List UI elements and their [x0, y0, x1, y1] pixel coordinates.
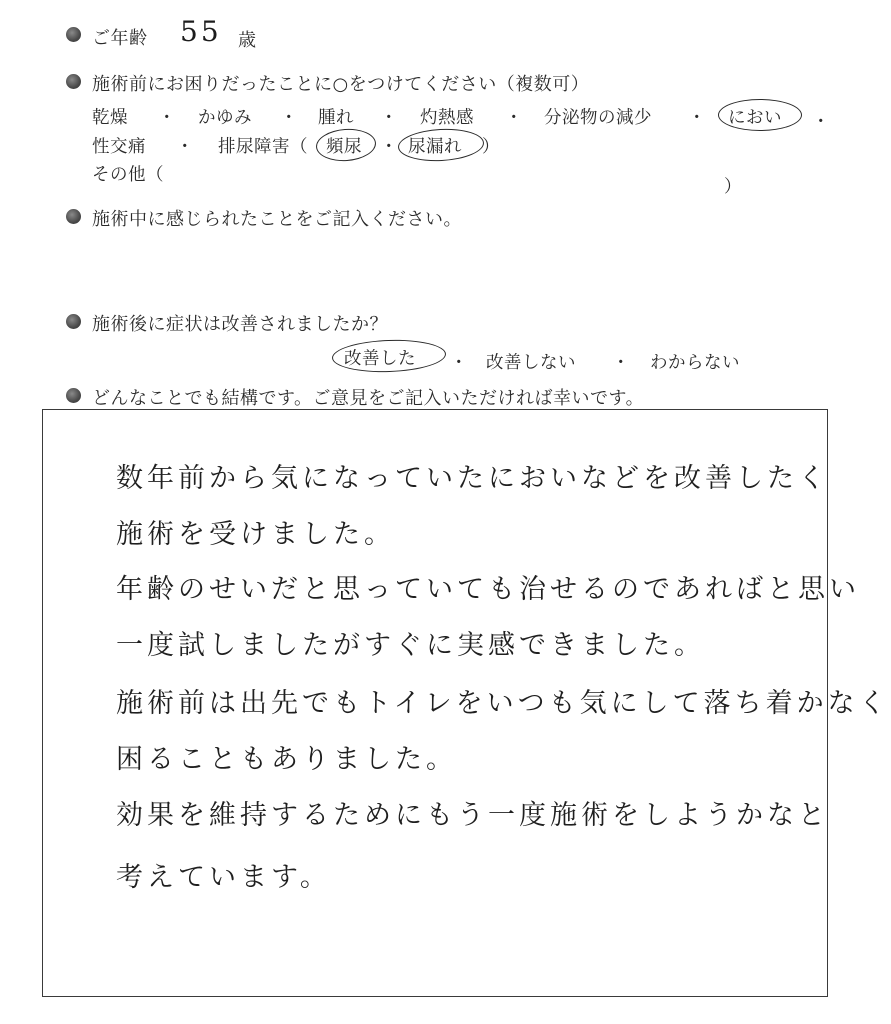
bullet-icon: [66, 27, 81, 42]
bullet-icon: [66, 74, 81, 89]
option-swelling[interactable]: 腫れ: [318, 108, 354, 128]
paren-close: ）: [482, 137, 500, 157]
comment-line: 施術を受けました。: [116, 519, 395, 550]
separator: ・: [280, 108, 298, 128]
circled-mark: [315, 127, 377, 163]
q1-title: 施術前にお困りだったことに○をつけてください（複数可）: [92, 74, 590, 95]
separator: ・: [450, 353, 468, 373]
separator: ・: [380, 108, 398, 128]
q4-title: どんなことでも結構です。ご意見をご記入いただければ幸いです。: [92, 388, 645, 409]
separator: ・: [380, 137, 398, 157]
age-value: 55: [180, 15, 222, 48]
bullet-icon: [66, 388, 81, 403]
option-burning[interactable]: 灼熱感: [420, 108, 474, 128]
q2-title: 施術中に感じられたことをご記入ください。: [92, 209, 462, 230]
option-discharge-decrease[interactable]: 分泌物の減少: [544, 108, 652, 128]
separator: ・: [176, 137, 194, 157]
age-label: ご年齢: [92, 28, 148, 49]
separator: ・: [505, 108, 523, 128]
comment-line: 困ることもありました。: [116, 744, 457, 775]
option-dryness[interactable]: 乾燥: [92, 108, 128, 128]
option-urination-disorder[interactable]: 排尿障害（: [218, 137, 308, 157]
age-unit: 歳: [238, 30, 257, 51]
comment-line: 効果を維持するためにもう一度施術をしようかなと: [116, 800, 829, 831]
separator: ・: [688, 108, 706, 128]
separator: ・: [158, 108, 176, 128]
option-dyspareunia[interactable]: 性交痛: [92, 137, 146, 157]
option-other-close: ）: [724, 177, 742, 197]
option-other-label: その他（: [92, 165, 164, 185]
q3-title: 施術後に症状は改善されましたか？: [92, 314, 388, 335]
separator: ・: [612, 353, 630, 373]
circled-mark: [331, 338, 446, 374]
option-itch[interactable]: かゆみ: [198, 108, 252, 128]
circled-mark: [718, 99, 802, 131]
option-unknown[interactable]: わからない: [650, 353, 740, 373]
bullet-icon: [66, 314, 81, 329]
separator: ・: [812, 112, 830, 132]
option-odor[interactable]: におい: [728, 108, 782, 128]
comment-line: 数年前から気になっていたにおいなどを改善したく: [116, 463, 829, 494]
option-frequent-urination[interactable]: 頻尿: [326, 137, 362, 157]
option-not-improved[interactable]: 改善しない: [486, 353, 576, 373]
option-incontinence[interactable]: 尿漏れ: [408, 137, 462, 157]
comment-line: 年齢のせいだと思っていても治せるのであればと思い: [116, 574, 860, 605]
comment-line: 考えています。: [116, 862, 331, 893]
bullet-icon: [66, 209, 81, 224]
comment-line: 一度試しましたがすぐに実感できました。: [116, 630, 705, 661]
comment-line: 施術前は出先でもトイレをいつも気にして落ち着かなく: [116, 688, 890, 719]
option-improved[interactable]: 改善した: [344, 349, 416, 369]
